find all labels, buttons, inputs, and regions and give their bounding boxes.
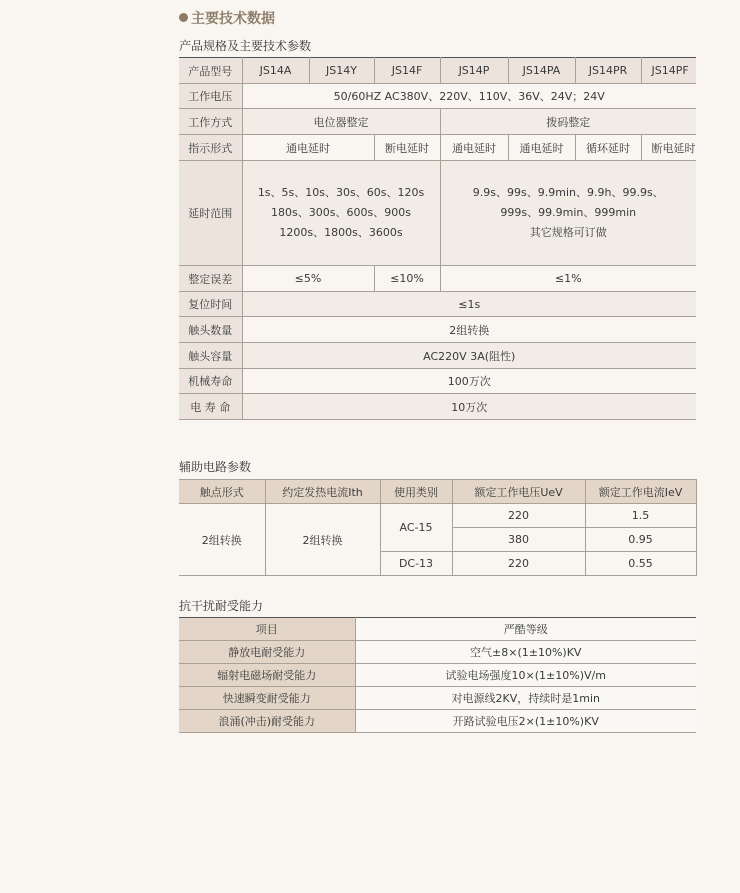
auxiliary-table bbox=[179, 479, 697, 576]
aux-header: 使用类别 bbox=[380, 480, 452, 504]
contacts-row bbox=[179, 317, 696, 343]
range-left-line: 1s、5s、10s、30s、60s、120s bbox=[257, 186, 425, 199]
contacts-label: 触头数量 bbox=[179, 317, 242, 343]
voltage-cell: 380 bbox=[452, 528, 585, 552]
reset-row bbox=[179, 292, 696, 317]
immunity-item: 浪涌(冲击)耐受能力 bbox=[179, 710, 355, 733]
immunity-table bbox=[179, 617, 696, 733]
model-cell: JS14PR bbox=[575, 58, 641, 84]
indication-value: 断电延时 bbox=[641, 135, 696, 161]
table1-caption: 产品规格及主要技术参数 bbox=[179, 39, 312, 53]
indication-label: 指示形式 bbox=[179, 135, 242, 161]
error-value: ≤1% bbox=[440, 266, 696, 292]
immunity-row bbox=[179, 687, 696, 710]
bullet-dot-icon bbox=[179, 13, 188, 22]
aux-row bbox=[179, 504, 696, 528]
elec-life-row bbox=[179, 394, 696, 420]
aux-header: 额定工作电压UeV bbox=[452, 480, 585, 504]
range-right-line: 9.9s、99s、9.9min、9.9h、99.9s、 bbox=[472, 186, 664, 199]
capacity-label: 触头容量 bbox=[179, 343, 242, 369]
model-cell: JS14P bbox=[440, 58, 508, 84]
current-cell: 0.95 bbox=[585, 528, 696, 552]
elec-life-label: 电 寿 命 bbox=[179, 394, 242, 420]
table2-caption: 辅助电路参数 bbox=[179, 460, 252, 474]
category-cell: AC-15 bbox=[380, 504, 452, 552]
immunity-level: 试验电场强度10×(1±10%)V/m bbox=[355, 664, 696, 687]
immunity-row bbox=[179, 664, 696, 687]
indication-row bbox=[179, 135, 696, 161]
model-cell: JS14F bbox=[374, 58, 440, 84]
current-cell: 0.55 bbox=[585, 552, 696, 576]
immunity-item: 快速瞬变耐受能力 bbox=[179, 687, 355, 710]
voltage-row bbox=[179, 84, 696, 109]
indication-value: 断电延时 bbox=[374, 135, 440, 161]
capacity-row bbox=[179, 343, 696, 369]
model-label: 产品型号 bbox=[179, 58, 242, 84]
voltage-label: 工作电压 bbox=[179, 84, 242, 109]
immunity-row bbox=[179, 641, 696, 664]
thermal-current-cell: 2组转换 bbox=[265, 504, 380, 576]
aux-header: 约定发热电流Ith bbox=[265, 480, 380, 504]
contact-form-cell: 2组转换 bbox=[179, 504, 265, 576]
error-value: ≤5% bbox=[242, 266, 374, 292]
range-right bbox=[440, 161, 696, 266]
model-row bbox=[179, 58, 696, 84]
mode-value: 电位器整定 bbox=[242, 109, 440, 135]
model-cell: JS14Y bbox=[309, 58, 374, 84]
error-label: 整定误差 bbox=[179, 266, 242, 292]
spec-table bbox=[179, 57, 696, 420]
reset-value: ≤1s bbox=[242, 292, 696, 317]
mode-label: 工作方式 bbox=[179, 109, 242, 135]
section-heading bbox=[179, 8, 275, 28]
category-cell: DC-13 bbox=[380, 552, 452, 576]
mech-life-label: 机械寿命 bbox=[179, 369, 242, 394]
indication-value: 通电延时 bbox=[242, 135, 374, 161]
model-cell: JS14PA bbox=[508, 58, 575, 84]
capacity-value: AC220V 3A(阻性) bbox=[242, 343, 696, 369]
immunity-level: 对电源线2KV，持续时是1min bbox=[355, 687, 696, 710]
voltage-cell: 220 bbox=[452, 552, 585, 576]
range-left-line: 1200s、1800s、3600s bbox=[279, 226, 403, 239]
immunity-item: 静放电耐受能力 bbox=[179, 641, 355, 664]
immunity-header-row bbox=[179, 618, 696, 641]
table3-caption: 抗干扰耐受能力 bbox=[179, 599, 264, 613]
immunity-level: 空气±8×(1±10%)KV bbox=[355, 641, 696, 664]
contacts-value: 2组转换 bbox=[242, 317, 696, 343]
indication-value: 通电延时 bbox=[440, 135, 508, 161]
range-right-line: 999s、99.9min、999min bbox=[500, 206, 637, 219]
mech-life-row bbox=[179, 369, 696, 394]
mode-row bbox=[179, 109, 696, 135]
range-right-line: 其它规格可订做 bbox=[529, 226, 607, 239]
range-left bbox=[242, 161, 440, 266]
indication-value: 循环延时 bbox=[575, 135, 641, 161]
voltage-cell: 220 bbox=[452, 504, 585, 528]
current-cell: 1.5 bbox=[585, 504, 696, 528]
indication-value: 通电延时 bbox=[508, 135, 575, 161]
aux-header: 额定工作电流IeV bbox=[585, 480, 696, 504]
immunity-item: 辐射电磁场耐受能力 bbox=[179, 664, 355, 687]
model-cell: JS14A bbox=[242, 58, 309, 84]
error-value: ≤10% bbox=[374, 266, 440, 292]
range-row bbox=[179, 161, 696, 266]
aux-header: 触点形式 bbox=[179, 480, 265, 504]
immunity-header: 项目 bbox=[179, 618, 355, 641]
range-label: 延时范围 bbox=[179, 161, 242, 266]
elec-life-value: 10万次 bbox=[242, 394, 696, 420]
mech-life-value: 100万次 bbox=[242, 369, 696, 394]
immunity-row bbox=[179, 710, 696, 733]
section-title: 主要技术数据 bbox=[191, 11, 275, 27]
range-left-line: 180s、300s、600s、900s bbox=[271, 206, 411, 219]
reset-label: 复位时间 bbox=[179, 292, 242, 317]
mode-value: 拨码整定 bbox=[440, 109, 696, 135]
immunity-level: 开路试验电压2×(1±10%)KV bbox=[355, 710, 696, 733]
voltage-value: 50/60HZ AC380V、220V、110V、36V、24V；24V bbox=[242, 84, 696, 109]
aux-header-row bbox=[179, 480, 696, 504]
model-cell: JS14PF bbox=[641, 58, 696, 84]
immunity-header: 严酷等级 bbox=[355, 618, 696, 641]
error-row bbox=[179, 266, 696, 292]
